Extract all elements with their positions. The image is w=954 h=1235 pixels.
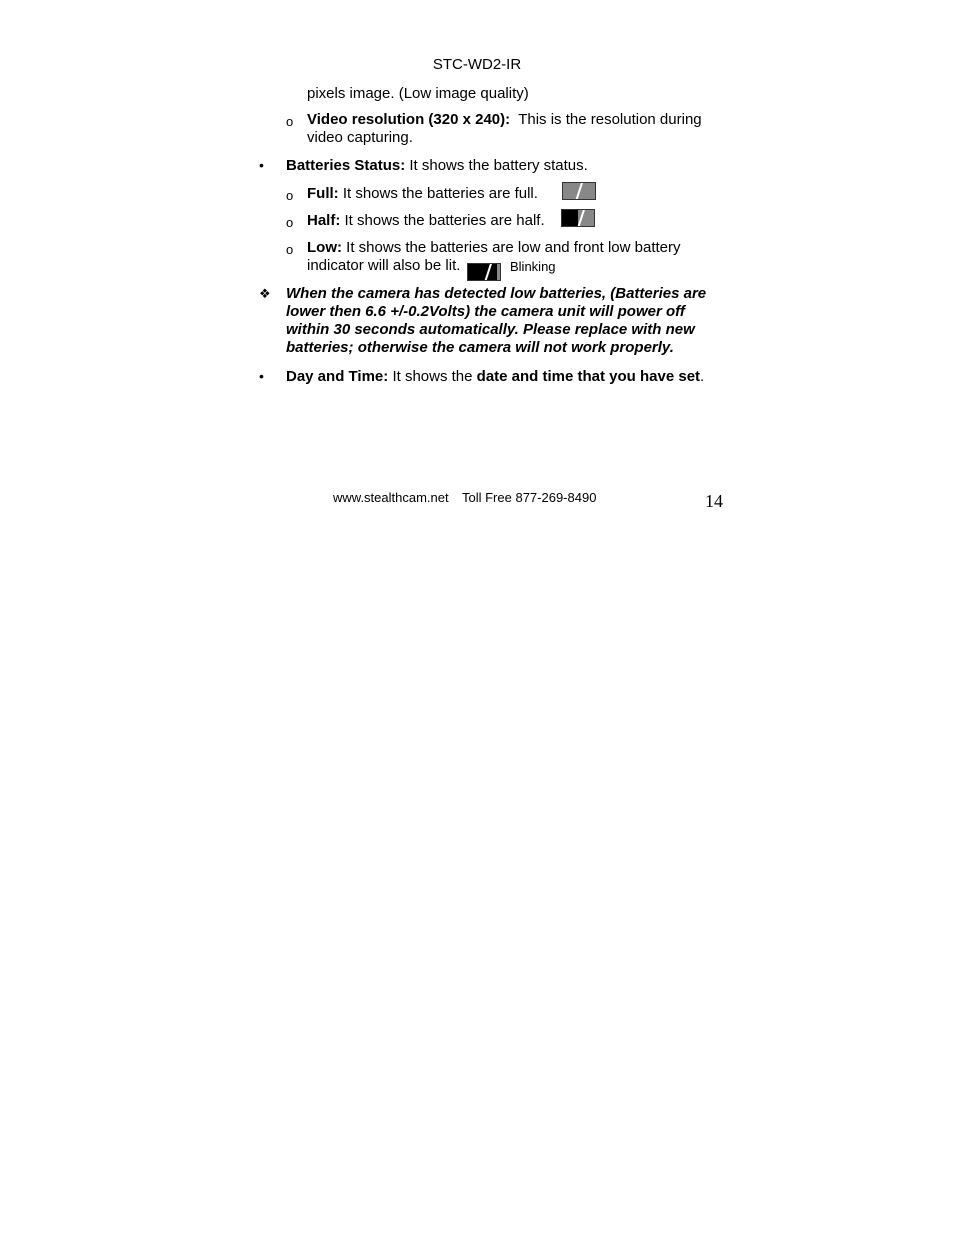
battery-gauge bbox=[467, 263, 501, 281]
low-battery-note-line: When the camera has detected low batteries, (Batteries are bbox=[286, 285, 707, 302]
day-time-bold-text: date and time that you have set bbox=[476, 368, 701, 385]
battery-gauge-empty bbox=[562, 210, 578, 226]
battery-half-label: Half: bbox=[307, 212, 341, 229]
low-battery-note-line: lower then 6.6 +/-0.2Volts) the camera unit will power off bbox=[286, 303, 685, 320]
batteries-status-item bbox=[286, 157, 588, 175]
battery-gauge bbox=[562, 182, 596, 200]
battery-low-item bbox=[307, 239, 681, 257]
note-diamond-icon: ❖ bbox=[259, 286, 271, 301]
battery-low-text: It shows the batteries are low and front low battery bbox=[346, 239, 681, 256]
battery-full-item bbox=[307, 185, 538, 203]
footer-website: www.stealthcam.net bbox=[333, 490, 449, 505]
blinking-label: Blinking bbox=[510, 259, 556, 274]
sub-bullet-marker: o bbox=[286, 114, 294, 129]
battery-low-text-cont: indicator will also be lit. bbox=[307, 257, 461, 274]
video-resolution-item bbox=[307, 111, 702, 129]
battery-low-label: Low: bbox=[307, 239, 342, 256]
page-number: 14 bbox=[705, 491, 723, 511]
day-time-label: Day and Time: bbox=[286, 368, 389, 385]
battery-low-icon bbox=[467, 263, 501, 281]
video-resolution-text: This is the resolution during bbox=[518, 111, 702, 128]
video-resolution-label: Video resolution (320 x 240): bbox=[307, 111, 511, 128]
sub-bullet-marker: o bbox=[286, 215, 294, 230]
sub-bullet-marker: o bbox=[286, 188, 294, 203]
battery-gauge-slash bbox=[575, 182, 584, 200]
battery-half-icon bbox=[561, 209, 595, 227]
battery-gauge bbox=[561, 209, 595, 227]
battery-full-text: It shows the batteries are full. bbox=[342, 185, 538, 202]
day-time-period: . bbox=[700, 368, 705, 385]
bullet-marker: • bbox=[259, 368, 264, 384]
sub-bullet-marker: o bbox=[286, 242, 294, 257]
bullet-marker: • bbox=[259, 157, 264, 173]
battery-half-item bbox=[307, 212, 545, 230]
day-time-item bbox=[286, 368, 704, 386]
low-battery-note-line: within 30 seconds automatically. Please replace with new bbox=[286, 321, 695, 338]
day-time-text: It shows the bbox=[392, 368, 473, 385]
video-resolution-text-cont: video capturing. bbox=[307, 129, 413, 146]
low-battery-note-line: batteries; otherwise the camera will not work properly. bbox=[286, 339, 674, 356]
batteries-status-label: Batteries Status: bbox=[286, 157, 406, 174]
battery-full-label: Full: bbox=[307, 185, 339, 202]
battery-gauge-empty bbox=[468, 264, 497, 280]
footer-phone: Toll Free 877-269-8490 bbox=[462, 490, 597, 505]
battery-full-icon bbox=[562, 182, 596, 200]
page-header: STC-WD2-IR bbox=[432, 56, 522, 73]
continuation-line: pixels image. (Low image quality) bbox=[307, 85, 529, 102]
batteries-status-text: It shows the battery status. bbox=[409, 157, 588, 174]
battery-half-text: It shows the batteries are half. bbox=[344, 212, 545, 229]
